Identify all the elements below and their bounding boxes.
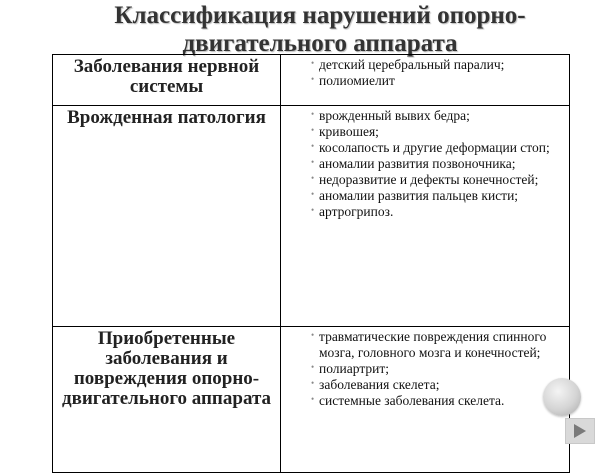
items-list: [311, 329, 567, 409]
list-item: • полиомиелит: [311, 73, 395, 88]
bullet-icon: •: [311, 205, 315, 215]
table-row: [53, 55, 570, 106]
list-item: • аномалии развития позвоночника;: [311, 156, 516, 171]
bullet-icon: •: [311, 74, 315, 84]
list-item: • травматические повреждения спинного мозга, головного мозга и конечностей;: [311, 329, 547, 360]
list-item: • недоразвитие и дефекты конечностей;: [311, 172, 539, 187]
category-cell: Приобретенные заболевания и повреждения опорно-двигательного аппарата: [53, 327, 281, 473]
bullet-icon: •: [311, 189, 315, 199]
classification-table: [52, 54, 570, 473]
items-list: [311, 108, 567, 220]
list-item: • системные заболевания скелета.: [311, 393, 505, 408]
items-cell: [281, 106, 570, 327]
bullet-icon: •: [311, 58, 315, 68]
bullet-icon: •: [311, 109, 315, 119]
bullet-icon: •: [311, 141, 315, 151]
list-item: • косолапость и другие деформации стоп;: [311, 140, 550, 155]
next-arrow-icon: [574, 424, 586, 438]
list-item: • заболевания скелета;: [311, 377, 440, 392]
bullet-icon: •: [311, 362, 315, 372]
circle-button-icon[interactable]: [543, 378, 581, 416]
list-item: • кривошея;: [311, 124, 379, 139]
category-cell: Заболевания нервной системы: [53, 55, 281, 106]
list-item: • полиартрит;: [311, 361, 390, 376]
bullet-icon: •: [311, 173, 315, 183]
items-cell: [281, 327, 570, 473]
table-row: [53, 327, 570, 473]
bullet-icon: •: [311, 157, 315, 167]
list-item: • артрогрипоз.: [311, 204, 394, 219]
bullet-icon: •: [311, 378, 315, 388]
bullet-icon: •: [311, 125, 315, 135]
title-line-2: двигательного аппарата: [182, 30, 458, 57]
items-list: [311, 57, 567, 89]
list-item: • аномалии развития пальцев кисти;: [311, 188, 519, 203]
bullet-icon: •: [311, 330, 315, 340]
title-line-1: Классификация нарушений опорно-: [114, 2, 526, 29]
table-row: [53, 106, 570, 327]
category-cell: Врожденная патология: [53, 106, 281, 327]
next-slide-button[interactable]: [565, 418, 595, 444]
list-item: • врожденный вывих бедра;: [311, 108, 470, 123]
items-cell: [281, 55, 570, 106]
list-item: • детский церебральный паралич;: [311, 57, 505, 72]
bullet-icon: •: [311, 394, 315, 404]
slide-title: [40, 2, 600, 58]
